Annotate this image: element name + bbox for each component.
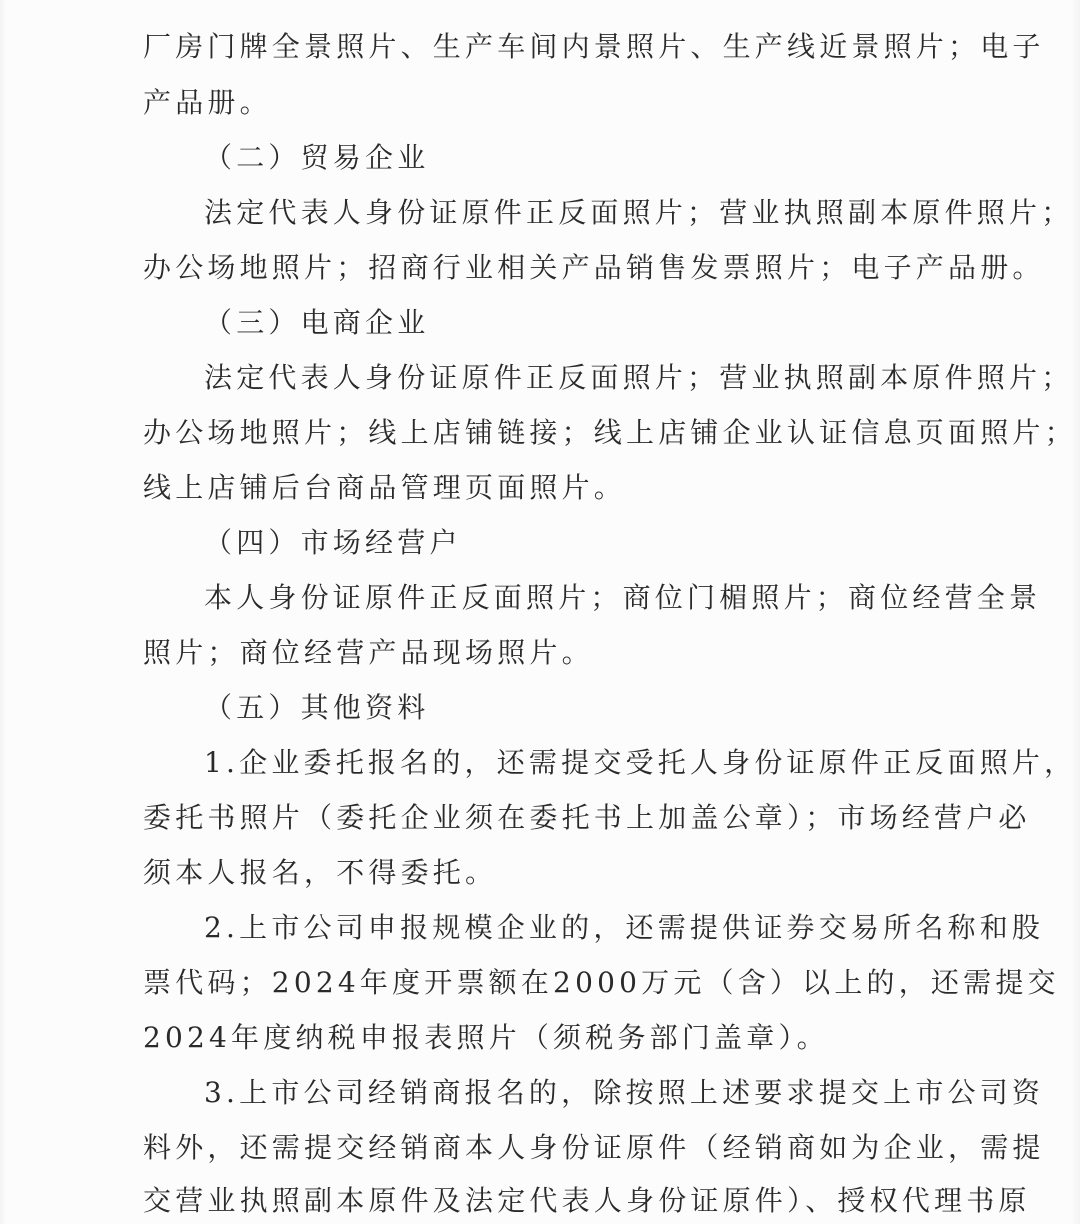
section-heading-trade: （二）贸易企业 (204, 141, 430, 174)
paragraph-line: 2.上市公司申报规模企业的，还需提供证券交易所名称和股 (204, 911, 1045, 944)
paragraph-line: 交营业执照副本原件及法定代表人身份证原件）、授权代理书原 (143, 1184, 1031, 1217)
paragraph-line: 3.上市公司经销商报名的，除按照上述要求提交上市公司资 (204, 1076, 1045, 1109)
paragraph-line: 料外，还需提交经销商本人身份证原件（经销商如为企业，需提 (143, 1131, 1045, 1164)
paragraph-line: 2024年度纳税申报表照片（须税务部门盖章）。 (143, 1021, 829, 1054)
paragraph-line: 法定代表人身份证原件正反面照片；营业执照副本原件照片； (204, 196, 1074, 229)
paragraph-line: 委托书照片（委托企业须在委托书上加盖公章）；市场经营户必 (143, 801, 1031, 834)
paragraph-line: 产品册。 (143, 86, 272, 119)
section-heading-market: （四）市场经营户 (204, 526, 462, 559)
section-heading-ecommerce: （三）电商企业 (204, 306, 430, 339)
paragraph-line: 票代码；2024年度开票额在2000万元（含）以上的，还需提交 (143, 966, 1060, 999)
paragraph-line: 本人身份证原件正反面照片；商位门楣照片；商位经营全景 (204, 581, 1042, 614)
paragraph-line: 1.企业委托报名的，还需提交受托人身份证原件正反面照片， (204, 746, 1077, 779)
paragraph-line: 办公场地照片；线上店铺链接；线上店铺企业认证信息页面照片； (143, 416, 1077, 449)
paragraph-line: 厂房门牌全景照片、生产车间内景照片、生产线近景照片；电子 (143, 30, 1045, 63)
paragraph-line: 办公场地照片；招商行业相关产品销售发票照片；电子产品册。 (143, 251, 1045, 284)
paragraph-line: 法定代表人身份证原件正反面照片；营业执照副本原件照片； (204, 361, 1074, 394)
paragraph-line: 照片；商位经营产品现场照片。 (143, 636, 594, 669)
section-heading-other: （五）其他资料 (204, 691, 430, 724)
paragraph-line: 线上店铺后台商品管理页面照片。 (143, 471, 627, 504)
paragraph-line: 须本人报名，不得委托。 (143, 856, 498, 889)
